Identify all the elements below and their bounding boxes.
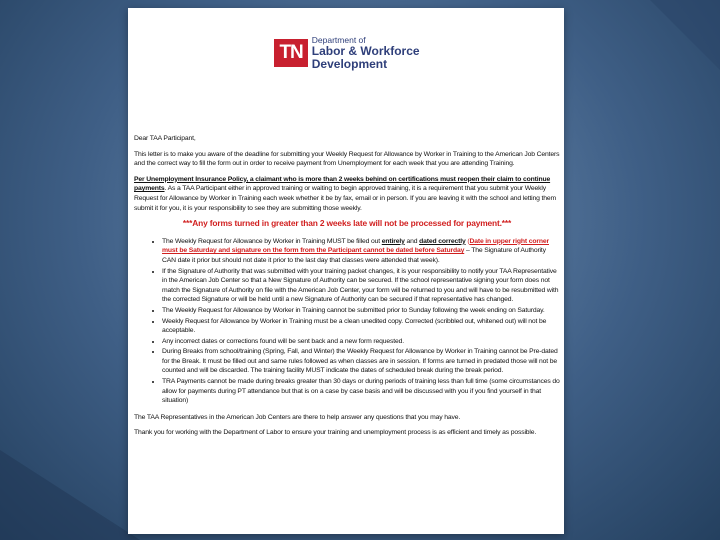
tn-logo-badge: TN: [274, 39, 307, 67]
rule-1-entirely: entirely: [381, 237, 405, 245]
rule-item: • If the Signature of Authority that was submitted with your training packet changes, it is your responsibility to notify your TAA Representative in the American Job Center so that a New Signature of Authority can be secured. If the school representative signing your form does not match the Signature of Authority on file with the American Job Center, your form will be returned to you and will have to be resubmitted with the corrected Signature or will be held until a new Signature of Authority can be secured if that representative has changed.: [162, 267, 560, 305]
rule-1-text-a: The Weekly Request for Allowance by Worker in Training MUST be filled out: [162, 237, 382, 245]
rule-1-paren: (: [465, 237, 470, 245]
tn-labor-logo: [274, 36, 419, 70]
letter-body: [134, 134, 560, 438]
rule-1-date-rule: Date in upper right corner must be Saturday and signature on the form from the Participant cannot be dated before Saturday: [162, 237, 549, 255]
rule-item: • Any incorrect dates or corrections found will be sent back and a new form requested.: [162, 337, 560, 347]
department-line-3: Development: [311, 56, 388, 71]
rule-1-text-g: – The Signature of Authority CAN date it prior but should not date it prior to the last day that classes were attended that week).: [162, 247, 546, 264]
intro-paragraph: This letter is to make you aware of the deadline for submitting your Weekly Request for Allowance by Worker in Training to the American Job Centers and the correct way to fill the form out in order to receive payment from Unemployment for each week that you are attending Training.: [134, 150, 560, 168]
department-name: [312, 36, 420, 70]
rule-item: • The Weekly Request for Allowance by Worker in Training cannot be submitted prior to Sunday following the week ending on Saturday.: [162, 306, 560, 316]
policy-text: . As a TAA Participant either in approved training or waiting to begin approved training, it is a requirement that you submit your Weekly Request for Allowance by Worker in Training each week whether it be by fax, email or in person. If you are leaving it with the school and letting them submit it for you, it is your responsibility to see they are submitting those weekly.: [134, 185, 557, 212]
rule-item: • TRA Payments cannot be made during breaks greater than 30 days or during periods of training less than full time (some circumstances do allow for payments during PT attendance but that is on a case by case basis and will be discussed with you if you find yourself in that situation): [162, 377, 560, 406]
department-line-1: Department of: [311, 35, 366, 45]
closing-paragraph-2: Thank you for working with the Department of Labor to ensure your training and unemployment process is as efficient and timely as possible.: [134, 429, 537, 437]
rule-item: • Weekly Request for Allowance by Worker in Training must be a clean unedited copy. Corrected (scribbled out, whitened out) will not be acceptable.: [162, 317, 560, 336]
rule-item: [162, 237, 560, 266]
department-line-2: Labor & Workforce: [311, 43, 420, 58]
rule-1-dated-correctly: dated correctly: [419, 237, 466, 245]
policy-paragraph: [134, 175, 560, 213]
rules-list: [134, 237, 560, 406]
rule-1-text-c: and: [404, 237, 420, 245]
letterhead: [134, 8, 560, 118]
rule-item: • During Breaks from school/training (Spring, Fall, and Winter) the Weekly Request for Allowance by Worker in Training cannot be Pre-dated for the Break. It must be filled out and same rules followed as when classes are in session. If forms are turned in predated those will not be counted and will be discarded. The training facility MUST indicate the dates of scheduled break during the break period.: [162, 347, 560, 376]
greeting: Dear TAA Participant,: [134, 135, 196, 142]
late-warning: ***Any forms turned in greater than 2 weeks late will not be processed for payment.***: [182, 218, 512, 229]
background-corner-top-right: [650, 0, 720, 70]
letter-page: [128, 8, 564, 534]
policy-emphasis: Per Unemployment Insurance Policy, a claimant who is more than 2 weeks behind on certifications must reopen their claim to continue payments: [134, 175, 551, 193]
background-corner-bottom-left: [0, 450, 140, 540]
closing-paragraph-1: The TAA Representatives in the American Job Centers are there to help answer any questions that you may have.: [134, 413, 461, 421]
